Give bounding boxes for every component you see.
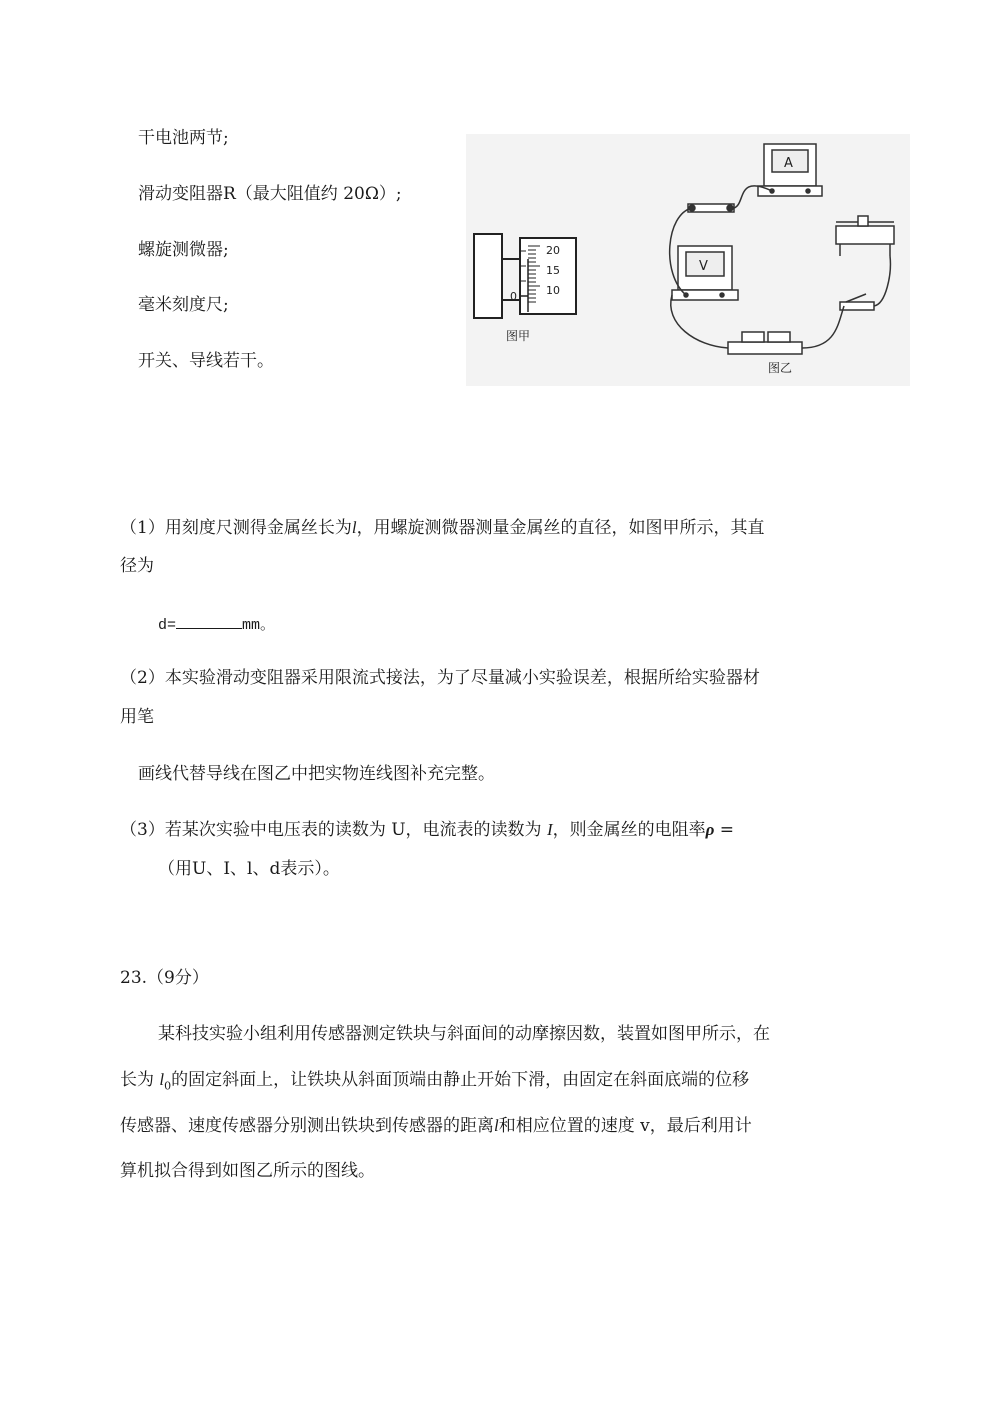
material-item: 螺旋测微器; xyxy=(138,240,229,260)
micrometer-tick-label: 15 xyxy=(546,264,560,277)
ammeter-label: A xyxy=(784,156,793,171)
material-item: 毫米刻度尺; xyxy=(138,295,229,315)
micrometer-tick-label: 10 xyxy=(546,284,560,297)
figure-caption-yi: 图乙 xyxy=(768,361,793,375)
q23-header: 23.（9分） xyxy=(120,968,209,988)
voltmeter-label: V xyxy=(699,259,708,274)
q23-paragraph-line: 长为 $l_0$的固定斜面上，让铁块从斜面顶端由静止开始下滑，由固定在斜面底端的位移 xyxy=(120,1070,750,1093)
q1-line2: 径为 xyxy=(120,556,154,576)
material-item: 滑动变阻器R（最大阻值约 20Ω）; xyxy=(138,184,402,204)
material-item: 干电池两节; xyxy=(138,128,229,148)
q2-line2: 用笔 xyxy=(120,707,154,727)
micrometer-zero-label: 0 xyxy=(510,290,517,303)
q23-paragraph-line: 某科技实验小组利用传感器测定铁块与斜面间的动摩擦因数，装置如图甲所示，在 xyxy=(158,1024,770,1044)
q3-line2: （用U、I、l、d表示）。 xyxy=(158,859,340,879)
q23-paragraph-line: 算机拟合得到如图乙所示的图线。 xyxy=(120,1161,375,1181)
q1-answer-line: d= mm。 xyxy=(158,612,275,638)
figure-image xyxy=(466,134,910,386)
q2-line1: （2）本实验滑动变阻器采用限流式接法，为了尽量减小实验误差，根据所给实验器材 xyxy=(120,668,760,688)
micrometer-tick-label: 20 xyxy=(546,244,560,257)
q1-line1: （1）用刻度尺测得金属丝长为l，用螺旋测微器测量金属丝的直径，如图甲所示，其直 xyxy=(120,518,765,538)
q2-line3: 画线代替导线在图乙中把实物连线图补充完整。 xyxy=(138,764,495,784)
q23-paragraph-line: 传感器、速度传感器分别测出铁块到传感器的距离l和相应位置的速度 v，最后利用计 xyxy=(120,1116,752,1136)
figure-caption-jia: 图甲 xyxy=(506,329,531,343)
q3-line1: （3）若某次实验中电压表的读数为 U，电流表的读数为 I，则金属丝的电阻率ρ = xyxy=(120,820,735,840)
material-item: 开关、导线若干。 xyxy=(138,351,274,371)
answer-blank[interactable] xyxy=(176,612,242,629)
